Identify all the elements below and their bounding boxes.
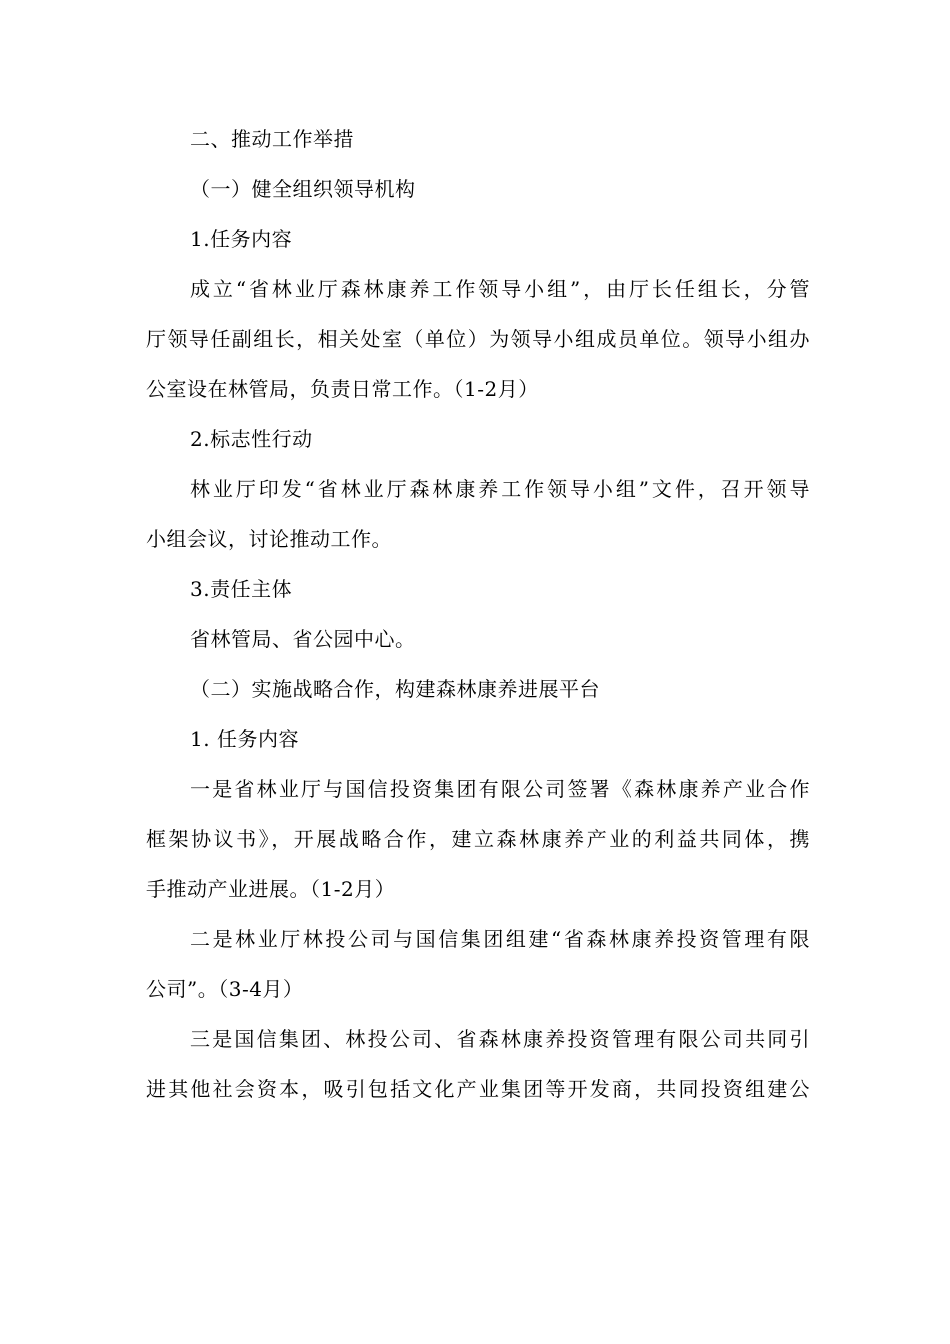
item-heading-responsible-party: 3.责任主体 xyxy=(190,577,293,601)
paragraph-line: 省林管局、省公园中心。 xyxy=(190,627,416,651)
item-heading-task-content: 1. 任务内容 xyxy=(190,727,299,751)
section-heading-2: 二、推动工作举措 xyxy=(190,127,354,151)
paragraph-line: 厅领导任副组长，相关处室（单位）为领导小组成员单位。领导小组办 xyxy=(146,327,810,351)
paragraph-line: 一是省林业厅与国信投资集团有限公司签署《森林康养产业合作 xyxy=(190,777,810,801)
subsection-heading-2: （二）实施战略合作，构建森林康养进展平台 xyxy=(190,677,600,701)
paragraph-line: 小组会议，讨论推动工作。 xyxy=(146,527,392,551)
subsection-heading-1: （一）健全组织领导机构 xyxy=(190,177,416,201)
paragraph-line: 公司”。（3-4月） xyxy=(146,977,304,1001)
paragraph-line: 框架协议书》，开展战略合作，建立森林康养产业的利益共同体，携 xyxy=(146,827,810,851)
item-heading-task-content: 1.任务内容 xyxy=(190,227,293,251)
paragraph-line: 林业厅印发“省林业厅森林康养工作领导小组”文件，召开领导 xyxy=(190,477,810,501)
paragraph-line: 手推动产业进展。（1-2月） xyxy=(146,877,396,901)
paragraph-line: 成立“省林业厅森林康养工作领导小组”，由厅长任组长，分管 xyxy=(190,277,810,301)
paragraph-line: 公室设在林管局，负责日常工作。（1-2月） xyxy=(146,377,539,401)
paragraph-line: 进其他社会资本，吸引包括文化产业集团等开发商，共同投资组建公 xyxy=(146,1077,810,1101)
paragraph-line: 三是国信集团、林投公司、省森林康养投资管理有限公司共同引 xyxy=(190,1027,810,1051)
document-body xyxy=(146,114,810,1114)
paragraph-line: 二是林业厅林投公司与国信集团组建“省森林康养投资管理有限 xyxy=(190,927,810,951)
item-heading-landmark-action: 2.标志性行动 xyxy=(190,427,313,451)
